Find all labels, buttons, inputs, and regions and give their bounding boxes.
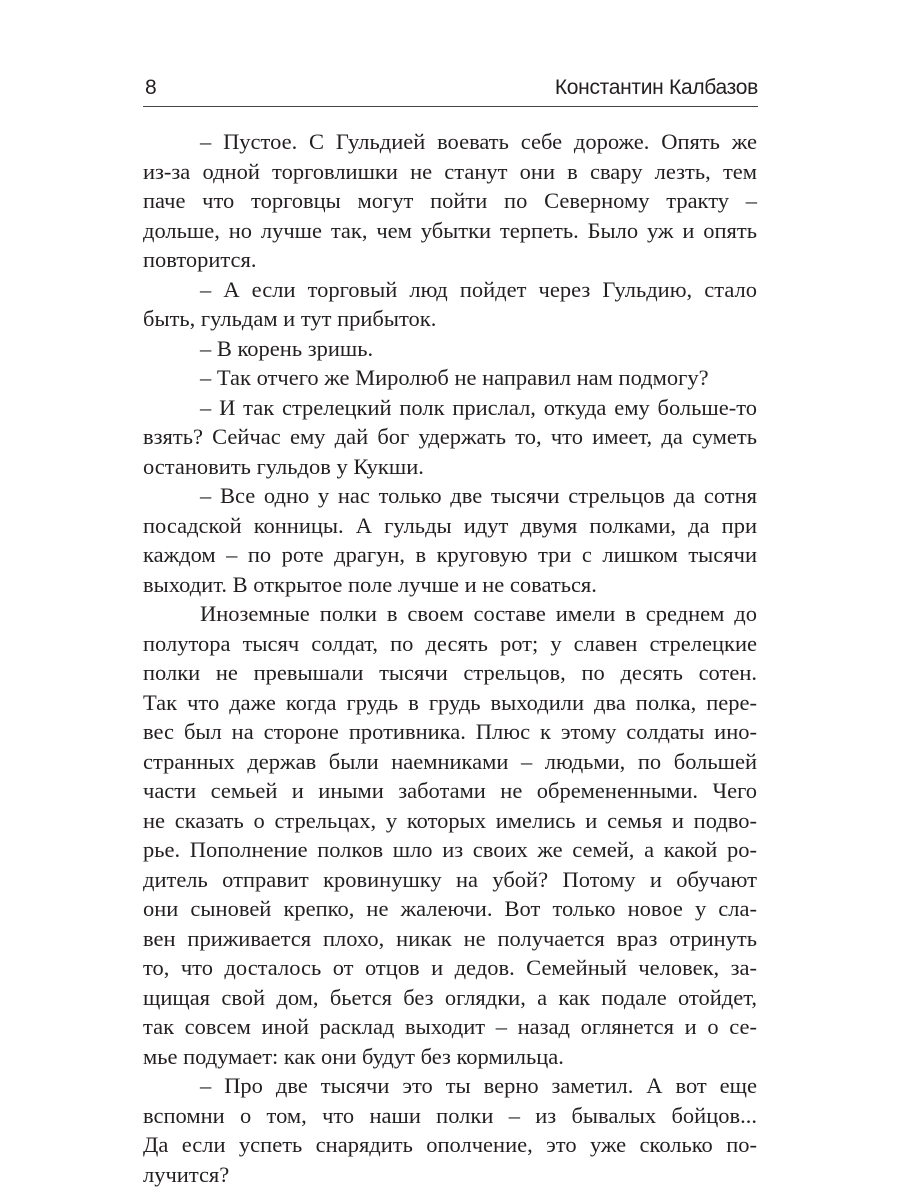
- text-line: щищая свой дом, бьется без оглядки, а как подале отойдет,: [143, 984, 757, 1010]
- paragraph: [143, 481, 757, 599]
- text-line: Так что даже когда грудь в грудь выходили два полка, пере-: [143, 689, 757, 715]
- text-line: части семьей и иными заботами не обремененными. Чего: [143, 778, 757, 803]
- text-line: Да если успеть снарядить ополчение, это уже сколько по-: [143, 1132, 757, 1157]
- page-body-text: [143, 127, 757, 1189]
- text-line: – В корень зришь.: [200, 335, 374, 361]
- paragraph: [143, 1071, 757, 1189]
- text-line: дольше, но лучше так, чем убытки терпеть. Было уж и опять: [143, 217, 757, 243]
- text-line: – Пустое. С Гульдией воевать себе дороже. Опять же: [200, 129, 757, 154]
- page-number: 8: [145, 76, 157, 99]
- text-line: они сыновей крепко, не жалеючи. Вот только новое у сла-: [143, 896, 757, 921]
- paragraph: [143, 127, 757, 275]
- text-line: паче что торговцы могут пойти по Северному тракту –: [143, 188, 757, 213]
- text-line: вен приживается плохо, никак не получается враз отринуть: [143, 925, 757, 951]
- paragraph: [143, 334, 757, 364]
- paragraph: [143, 599, 757, 1071]
- text-line: взять? Сейчас ему дай бог удержать то, что имеет, да суметь: [143, 424, 757, 449]
- text-line: лучится?: [143, 1161, 230, 1187]
- text-line: – Про две тысячи это ты верно заметил. А вот еще: [200, 1073, 757, 1098]
- text-line: полутора тысяч солдат, по десять рот; у славен стрелецкие: [143, 630, 757, 656]
- text-line: – Все одно у нас только две тысячи стрельцов да сотня: [200, 483, 757, 508]
- text-line: то, что досталось от отцов и дедов. Семейный человек, за-: [143, 955, 757, 980]
- text-line: полки не превышали тысячи стрельцов, по десять сотен.: [143, 660, 757, 685]
- text-line: Иноземные полки в своем составе имели в среднем до: [200, 601, 757, 626]
- text-line: дитель отправит кровинушку на убой? Потому и обучают: [143, 866, 757, 892]
- text-line: повторится.: [143, 247, 257, 272]
- text-line: посадской конницы. А гульды идут двумя полками, да при: [143, 512, 757, 538]
- text-line: остановить гульдов у Кукши.: [143, 453, 424, 479]
- text-line: странных держав были наемниками – людьми, по большей: [143, 748, 757, 774]
- text-line: быть, гульдам и тут прибыток.: [143, 306, 437, 331]
- author-name: Константин Калбазов: [554, 76, 758, 99]
- text-line: так совсем иной расклад выходит – назад оглянется и о се-: [143, 1014, 757, 1039]
- paragraph: [143, 275, 757, 334]
- text-line: вспомни о том, что наши полки – из бывалых бойцов...: [143, 1102, 757, 1128]
- text-line: не сказать о стрельцах, у которых имелись и семья и подво-: [143, 807, 757, 833]
- text-line: мье подумает: как они будут без кормильца.: [143, 1043, 564, 1069]
- text-line: – Так отчего же Миролюб не направил нам подмогу?: [200, 365, 709, 390]
- text-line: – А если торговый люд пойдет через Гульдию, стало: [200, 276, 757, 302]
- text-line: вес был на стороне противника. Плюс к этому солдаты ино-: [143, 719, 757, 744]
- text-line: рье. Пополнение полков шло из своих же семей, а какой ро-: [143, 837, 757, 862]
- paragraph: [143, 393, 757, 482]
- text-line: каждом – по роте драгун, в круговую три с лишком тысячи: [143, 542, 757, 567]
- text-line: выходит. В открытое поле лучше и не соваться.: [143, 571, 597, 597]
- text-line: из-за одной торговлишки не станут они в свару лезть, тем: [143, 158, 757, 184]
- text-line: – И так стрелецкий полк прислал, откуда ему больше-то: [200, 394, 757, 420]
- paragraph: [143, 363, 757, 393]
- running-header: [143, 72, 758, 107]
